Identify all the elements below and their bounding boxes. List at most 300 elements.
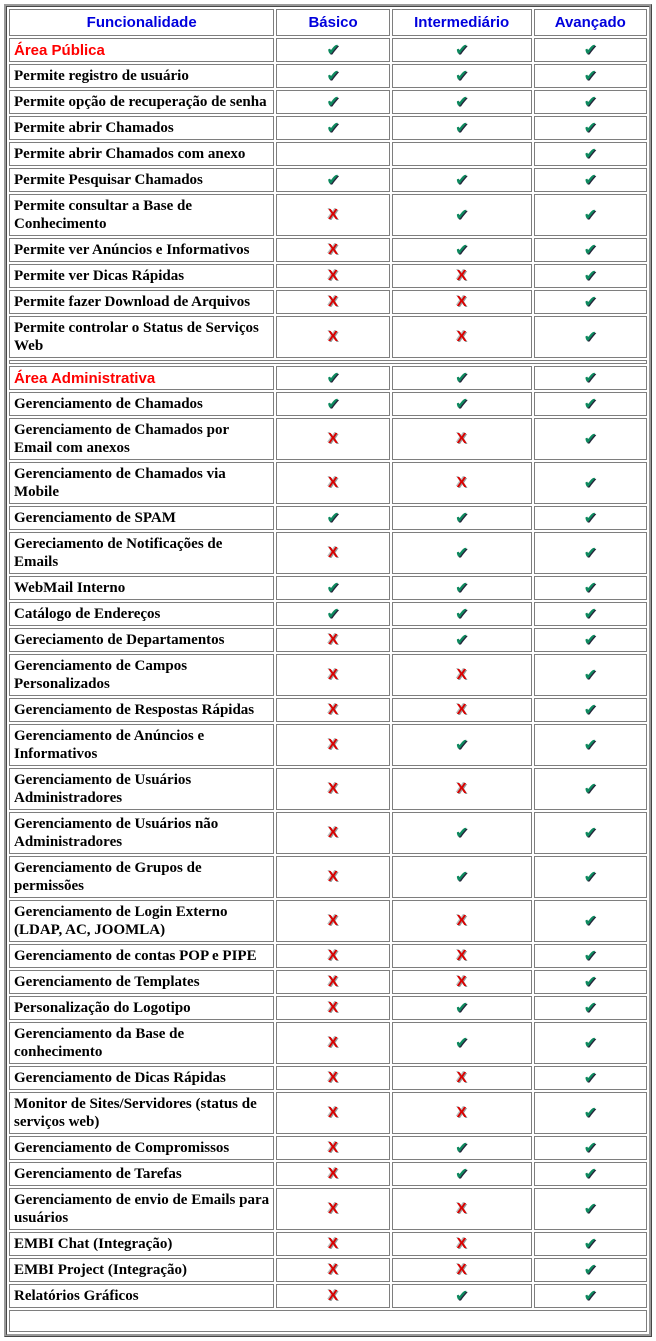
check-icon: ✔	[454, 998, 469, 1017]
check-icon: ✔	[583, 867, 597, 886]
status-cell	[392, 724, 532, 766]
cross-icon: X	[328, 328, 339, 345]
check-icon: ✔	[454, 205, 469, 224]
status-cell	[276, 142, 389, 166]
feature-label: Gerenciamento de Tarefas	[9, 1162, 274, 1186]
status-cell	[392, 264, 532, 288]
check-icon: ✔	[326, 40, 340, 59]
check-icon: ✔	[583, 508, 597, 527]
check-icon: ✔	[454, 543, 469, 562]
status-cell	[534, 1066, 647, 1090]
check-icon: ✔	[326, 604, 340, 623]
check-icon: ✔	[326, 578, 340, 597]
cross-icon: X	[456, 780, 467, 797]
check-icon: ✔	[454, 508, 469, 527]
check-icon: ✔	[583, 911, 597, 930]
status-cell	[392, 698, 532, 722]
status-cell	[534, 1284, 647, 1308]
feature-row	[9, 1022, 647, 1064]
feature-label: Permite abrir Chamados	[9, 116, 274, 140]
cross-icon: X	[456, 1261, 467, 1278]
feature-row	[9, 194, 647, 236]
feature-row	[9, 532, 647, 574]
section-row	[9, 38, 647, 62]
cross-icon: X	[328, 474, 339, 491]
feature-label: Gereciamento de Departamentos	[9, 628, 274, 652]
status-cell	[392, 238, 532, 262]
status-cell	[276, 768, 389, 810]
status-cell	[276, 90, 389, 114]
cross-icon: X	[328, 701, 339, 718]
check-icon: ✔	[583, 1138, 597, 1157]
status-cell	[534, 506, 647, 530]
status-cell	[534, 38, 647, 62]
status-cell	[534, 264, 647, 288]
status-cell	[276, 944, 389, 968]
check-icon: ✔	[454, 118, 469, 137]
column-header-avancado: Avançado	[534, 9, 647, 36]
feature-label: EMBI Chat (Integração)	[9, 1232, 274, 1256]
section-title: Área Pública	[9, 38, 274, 62]
status-cell	[392, 462, 532, 504]
check-icon: ✔	[454, 867, 469, 886]
status-cell	[392, 1284, 532, 1308]
check-icon: ✔	[583, 1068, 597, 1087]
feature-label: Gerenciamento de Chamados por Email com anexos	[9, 418, 274, 460]
check-icon: ✔	[454, 394, 469, 413]
status-cell	[534, 316, 647, 358]
feature-label: Permite abrir Chamados com anexo	[9, 142, 274, 166]
feature-label: Permite consultar a Base de Conhecimento	[9, 194, 274, 236]
check-icon: ✔	[583, 240, 597, 259]
feature-row	[9, 1066, 647, 1090]
feature-label: Gerenciamento de Templates	[9, 970, 274, 994]
cross-icon: X	[456, 328, 467, 345]
feature-label: Gereciamento de Notificações de Emails	[9, 532, 274, 574]
status-cell	[534, 698, 647, 722]
status-cell	[534, 900, 647, 942]
feature-row	[9, 316, 647, 358]
cross-icon: X	[328, 1139, 339, 1156]
feature-label: Permite Pesquisar Chamados	[9, 168, 274, 192]
status-cell	[392, 1258, 532, 1282]
cross-icon: X	[328, 947, 339, 964]
status-cell	[392, 970, 532, 994]
check-icon: ✔	[583, 946, 597, 965]
status-cell	[276, 264, 389, 288]
check-icon: ✔	[454, 368, 469, 387]
check-icon: ✔	[454, 604, 469, 623]
cross-icon: X	[456, 430, 467, 447]
status-cell	[276, 1066, 389, 1090]
check-icon: ✔	[454, 240, 469, 259]
feature-label: Gerenciamento de Respostas Rápidas	[9, 698, 274, 722]
feature-label: Monitor de Sites/Servidores (status de serviços web)	[9, 1092, 274, 1134]
check-icon: ✔	[454, 735, 469, 754]
status-cell	[392, 768, 532, 810]
cross-icon: X	[328, 912, 339, 929]
check-icon: ✔	[583, 1164, 597, 1183]
check-icon: ✔	[454, 823, 469, 842]
status-cell	[534, 654, 647, 696]
cross-icon: X	[328, 267, 339, 284]
feature-row	[9, 1284, 647, 1308]
check-icon: ✔	[583, 40, 597, 59]
status-cell	[534, 90, 647, 114]
status-cell	[392, 392, 532, 416]
check-icon: ✔	[583, 604, 597, 623]
status-cell	[392, 812, 532, 854]
feature-label: WebMail Interno	[9, 576, 274, 600]
status-cell	[276, 532, 389, 574]
feature-row	[9, 996, 647, 1020]
status-cell	[392, 1232, 532, 1256]
footer-empty-row	[9, 1310, 647, 1332]
status-cell	[392, 1162, 532, 1186]
status-cell	[534, 366, 647, 390]
status-cell	[392, 366, 532, 390]
status-cell	[392, 532, 532, 574]
status-cell	[392, 168, 532, 192]
check-icon: ✔	[583, 779, 597, 798]
status-cell	[534, 602, 647, 626]
feature-label: Gerenciamento de Campos Personalizados	[9, 654, 274, 696]
status-cell	[276, 290, 389, 314]
feature-row	[9, 698, 647, 722]
feature-row	[9, 1092, 647, 1134]
feature-label: Permite fazer Download de Arquivos	[9, 290, 274, 314]
feature-row	[9, 944, 647, 968]
status-cell	[276, 238, 389, 262]
feature-row	[9, 64, 647, 88]
status-cell	[534, 944, 647, 968]
cross-icon: X	[328, 1200, 339, 1217]
feature-row	[9, 768, 647, 810]
check-icon: ✔	[454, 66, 469, 85]
column-header-funcionalidade: Funcionalidade	[9, 9, 274, 36]
check-icon: ✔	[326, 508, 340, 527]
feature-label: Gerenciamento de Chamados via Mobile	[9, 462, 274, 504]
cross-icon: X	[456, 267, 467, 284]
status-cell	[392, 944, 532, 968]
status-cell	[392, 856, 532, 898]
check-icon: ✔	[583, 578, 597, 597]
feature-row	[9, 724, 647, 766]
check-icon: ✔	[454, 1033, 469, 1052]
feature-row	[9, 900, 647, 942]
status-cell	[392, 506, 532, 530]
cross-icon: X	[328, 1235, 339, 1252]
feature-label: Gerenciamento de Login Externo (LDAP, AC, JOOMLA)	[9, 900, 274, 942]
feature-label: Permite registro de usuário	[9, 64, 274, 88]
cross-icon: X	[328, 1165, 339, 1182]
status-cell	[392, 1066, 532, 1090]
check-icon: ✔	[326, 368, 340, 387]
feature-row	[9, 90, 647, 114]
status-cell	[534, 1188, 647, 1230]
cross-icon: X	[328, 631, 339, 648]
status-cell	[534, 532, 647, 574]
status-cell	[534, 1092, 647, 1134]
status-cell	[276, 462, 389, 504]
feature-row	[9, 1258, 647, 1282]
status-cell	[534, 418, 647, 460]
status-cell	[392, 194, 532, 236]
status-cell	[276, 1188, 389, 1230]
feature-label: EMBI Project (Integração)	[9, 1258, 274, 1282]
status-cell	[392, 900, 532, 942]
feature-label: Permite ver Anúncios e Informativos	[9, 238, 274, 262]
status-cell	[534, 194, 647, 236]
check-icon: ✔	[583, 394, 597, 413]
status-cell	[276, 1258, 389, 1282]
check-icon: ✔	[583, 998, 597, 1017]
status-cell	[392, 90, 532, 114]
check-icon: ✔	[583, 1199, 597, 1218]
check-icon: ✔	[454, 170, 469, 189]
status-cell	[534, 392, 647, 416]
status-cell	[276, 970, 389, 994]
feature-label: Permite controlar o Status de Serviços Web	[9, 316, 274, 358]
status-cell	[276, 168, 389, 192]
feature-row	[9, 238, 647, 262]
check-icon: ✔	[583, 823, 597, 842]
status-cell	[392, 1188, 532, 1230]
cross-icon: X	[456, 1200, 467, 1217]
status-cell	[534, 1022, 647, 1064]
check-icon: ✔	[583, 118, 597, 137]
status-cell	[392, 1092, 532, 1134]
section-spacer-row	[9, 360, 647, 364]
status-cell	[276, 654, 389, 696]
cross-icon: X	[328, 868, 339, 885]
cross-icon: X	[328, 1069, 339, 1086]
check-icon: ✔	[583, 473, 597, 492]
check-icon: ✔	[583, 92, 597, 111]
check-icon: ✔	[583, 1286, 597, 1305]
feature-label: Permite ver Dicas Rápidas	[9, 264, 274, 288]
cross-icon: X	[328, 824, 339, 841]
check-icon: ✔	[583, 266, 597, 285]
cross-icon: X	[456, 293, 467, 310]
status-cell	[534, 64, 647, 88]
status-cell	[534, 970, 647, 994]
status-cell	[276, 194, 389, 236]
check-icon: ✔	[454, 630, 469, 649]
feature-row	[9, 628, 647, 652]
check-icon: ✔	[583, 205, 597, 224]
status-cell	[534, 1162, 647, 1186]
feature-row	[9, 856, 647, 898]
empty-cell	[9, 360, 647, 364]
check-icon: ✔	[583, 700, 597, 719]
feature-row	[9, 168, 647, 192]
status-cell	[276, 996, 389, 1020]
status-cell	[276, 602, 389, 626]
feature-row	[9, 1188, 647, 1230]
empty-cell	[9, 1310, 647, 1332]
cross-icon: X	[456, 973, 467, 990]
cross-icon: X	[328, 241, 339, 258]
cross-icon: X	[456, 912, 467, 929]
feature-label: Permite opção de recuperação de senha	[9, 90, 274, 114]
status-cell	[276, 64, 389, 88]
check-icon: ✔	[583, 368, 597, 387]
status-cell	[534, 238, 647, 262]
check-icon: ✔	[583, 66, 597, 85]
feature-label: Gerenciamento de Dicas Rápidas	[9, 1066, 274, 1090]
status-cell	[534, 1258, 647, 1282]
check-icon: ✔	[454, 1138, 469, 1157]
status-cell	[276, 576, 389, 600]
check-icon: ✔	[326, 170, 340, 189]
feature-row	[9, 602, 647, 626]
status-cell	[534, 1232, 647, 1256]
status-cell	[276, 418, 389, 460]
feature-row	[9, 576, 647, 600]
feature-row	[9, 1136, 647, 1160]
status-cell	[392, 654, 532, 696]
feature-row	[9, 462, 647, 504]
feature-label: Relatórios Gráficos	[9, 1284, 274, 1308]
feature-label: Gerenciamento de Chamados	[9, 392, 274, 416]
feature-row	[9, 812, 647, 854]
status-cell	[276, 366, 389, 390]
status-cell	[276, 900, 389, 942]
status-cell	[276, 1162, 389, 1186]
section-row	[9, 366, 647, 390]
status-cell	[276, 1022, 389, 1064]
cross-icon: X	[328, 999, 339, 1016]
feature-label: Gerenciamento de Compromissos	[9, 1136, 274, 1160]
status-cell	[276, 38, 389, 62]
cross-icon: X	[328, 293, 339, 310]
check-icon: ✔	[583, 327, 597, 346]
check-icon: ✔	[326, 92, 340, 111]
cross-icon: X	[328, 1104, 339, 1121]
feature-label: Gerenciamento de Usuários não Administradores	[9, 812, 274, 854]
status-cell	[392, 290, 532, 314]
status-cell	[276, 1232, 389, 1256]
check-icon: ✔	[454, 578, 469, 597]
feature-label: Gerenciamento de SPAM	[9, 506, 274, 530]
check-icon: ✔	[583, 735, 597, 754]
status-cell	[534, 856, 647, 898]
cross-icon: X	[456, 1235, 467, 1252]
cross-icon: X	[456, 947, 467, 964]
status-cell	[534, 142, 647, 166]
feature-label: Personalização do Logotipo	[9, 996, 274, 1020]
feature-comparison-table	[4, 4, 652, 1337]
check-icon: ✔	[454, 92, 469, 111]
cross-icon: X	[328, 973, 339, 990]
check-icon: ✔	[583, 972, 597, 991]
check-icon: ✔	[583, 1103, 597, 1122]
status-cell	[392, 142, 532, 166]
status-cell	[276, 724, 389, 766]
check-icon: ✔	[454, 1286, 469, 1305]
check-icon: ✔	[583, 1234, 597, 1253]
check-icon: ✔	[583, 630, 597, 649]
status-cell	[392, 316, 532, 358]
feature-label: Gerenciamento da Base de conhecimento	[9, 1022, 274, 1064]
status-cell	[392, 1136, 532, 1160]
cross-icon: X	[328, 544, 339, 561]
check-icon: ✔	[583, 429, 597, 448]
status-cell	[276, 116, 389, 140]
status-cell	[276, 698, 389, 722]
status-cell	[534, 768, 647, 810]
status-cell	[392, 1022, 532, 1064]
status-cell	[392, 38, 532, 62]
table-body	[9, 38, 647, 1332]
section-title: Área Administrativa	[9, 366, 274, 390]
status-cell	[276, 1092, 389, 1134]
status-cell	[534, 290, 647, 314]
check-icon: ✔	[583, 665, 597, 684]
check-icon: ✔	[326, 66, 340, 85]
feature-row	[9, 506, 647, 530]
feature-row	[9, 392, 647, 416]
status-cell	[276, 628, 389, 652]
status-cell	[392, 576, 532, 600]
status-cell	[276, 506, 389, 530]
status-cell	[534, 812, 647, 854]
cross-icon: X	[328, 780, 339, 797]
cross-icon: X	[328, 1034, 339, 1051]
status-cell	[534, 116, 647, 140]
status-cell	[392, 628, 532, 652]
status-cell	[534, 576, 647, 600]
status-cell	[276, 316, 389, 358]
status-cell	[534, 996, 647, 1020]
feature-row	[9, 654, 647, 696]
table-header	[9, 9, 647, 36]
cross-icon: X	[328, 430, 339, 447]
status-cell	[534, 628, 647, 652]
check-icon: ✔	[583, 144, 597, 163]
feature-row	[9, 264, 647, 288]
check-icon: ✔	[583, 292, 597, 311]
feature-row	[9, 418, 647, 460]
status-cell	[534, 1136, 647, 1160]
check-icon: ✔	[326, 394, 340, 413]
cross-icon: X	[328, 666, 339, 683]
cross-icon: X	[328, 206, 339, 223]
status-cell	[392, 602, 532, 626]
column-header-intermediario: Intermediário	[392, 9, 532, 36]
status-cell	[276, 1136, 389, 1160]
status-cell	[276, 1284, 389, 1308]
feature-row	[9, 116, 647, 140]
check-icon: ✔	[583, 543, 597, 562]
status-cell	[534, 724, 647, 766]
status-cell	[392, 116, 532, 140]
feature-row	[9, 142, 647, 166]
check-icon: ✔	[326, 118, 340, 137]
feature-label: Gerenciamento de envio de Emails para usuários	[9, 1188, 274, 1230]
status-cell	[534, 462, 647, 504]
check-icon: ✔	[583, 1033, 597, 1052]
cross-icon: X	[328, 1287, 339, 1304]
feature-label: Catálogo de Endereços	[9, 602, 274, 626]
status-cell	[392, 418, 532, 460]
feature-label: Gerenciamento de Grupos de permissões	[9, 856, 274, 898]
check-icon: ✔	[583, 170, 597, 189]
feature-row	[9, 970, 647, 994]
cross-icon: X	[456, 666, 467, 683]
cross-icon: X	[456, 474, 467, 491]
